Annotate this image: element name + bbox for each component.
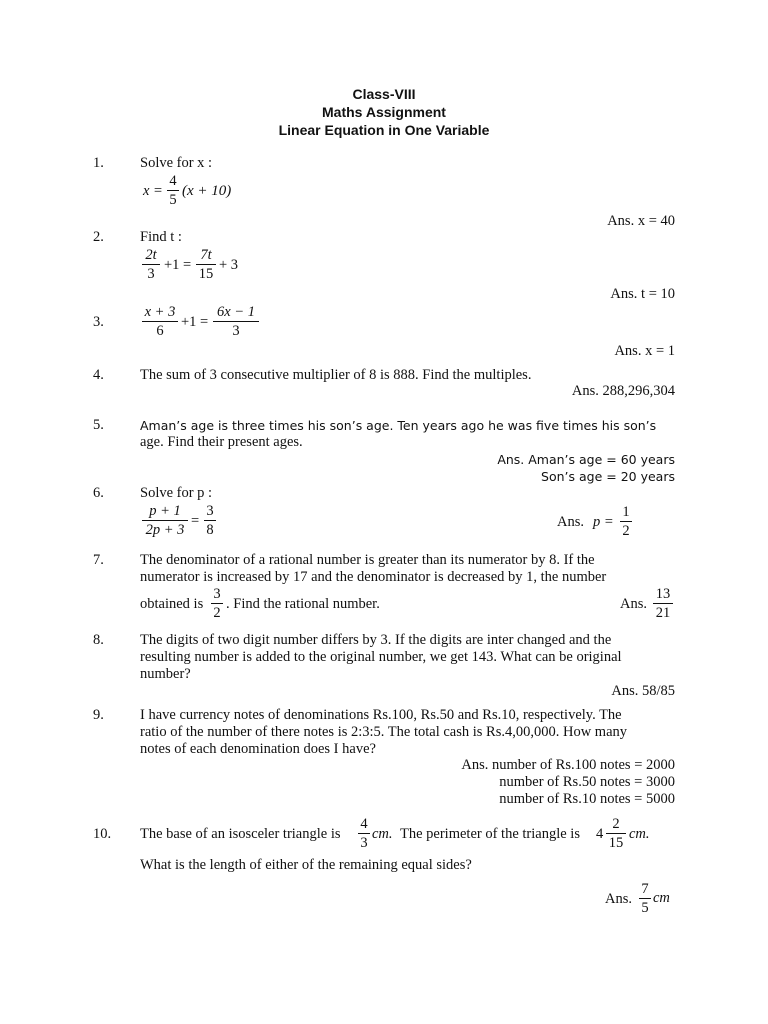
q7-line-2: numerator is increased by 17 and the denominator is decreased by 1, the number [140, 569, 607, 585]
q6-answer-fraction [619, 503, 633, 540]
q2-f1-num: 2t [145, 247, 157, 263]
q6-answer-label: Ans. [557, 514, 584, 530]
q3-f2-num: 6x − 1 [217, 304, 255, 320]
q6-equals: = [191, 513, 200, 529]
q9-line-3: notes of each denomination does I have? [140, 741, 376, 757]
q2-f2-den: 15 [198, 266, 214, 282]
q9-line-1: I have currency notes of denominations Rs.100, Rs.50 and Rs.10, respectively. The [140, 707, 622, 723]
q10-base-fraction [357, 815, 371, 852]
q10-line-2: What is the length of either of the remaining equal sides? [140, 857, 472, 873]
q7-frac-num: 3 [213, 586, 221, 602]
title-class: Class-VIII [352, 86, 416, 102]
q10-unit-1: cm. [372, 826, 393, 842]
q10-ans-den: 5 [641, 900, 649, 916]
q1-frac-num: 4 [169, 173, 177, 189]
q3-f2-den: 3 [232, 323, 240, 339]
q10-number: 10. [93, 826, 112, 842]
q3-fraction-1 [141, 303, 179, 340]
q1-lhs: x = [143, 183, 163, 199]
q1-text: Solve for x : [140, 155, 213, 171]
q4-number: 4. [93, 367, 104, 383]
q5-line-2: age. Find their present ages. [140, 434, 303, 450]
q1-fraction [166, 172, 180, 209]
q7-answer-fraction [652, 585, 674, 622]
q6-ans-den: 2 [622, 523, 630, 539]
q6-text: Solve for p : [140, 485, 213, 501]
q8-number: 8. [93, 632, 104, 648]
q10-base-num: 4 [360, 816, 368, 832]
q10-unit-2: cm. [629, 826, 650, 842]
q1-number: 1. [93, 155, 104, 171]
q3-answer: Ans. x = 1 [614, 343, 675, 359]
q9-answer-3: number of Rs.10 notes = 5000 [499, 791, 675, 807]
q2-fraction-1 [141, 246, 161, 283]
q7-ans-num: 13 [655, 586, 671, 602]
q2-rest: + 3 [219, 257, 239, 273]
q9-line-2: ratio of the number of there notes is 2:3:5. The total cash is Rs.4,00,000. How many [140, 724, 628, 740]
q2-fraction-2 [195, 246, 217, 283]
q10-perim-num: 2 [612, 816, 620, 832]
q2-f2-num: 7t [200, 247, 212, 263]
q9-number: 9. [93, 707, 104, 723]
q7-line-3a: obtained is [140, 596, 204, 612]
q10-text-b: The perimeter of the triangle is [400, 826, 580, 842]
q6-f2-num: 3 [206, 503, 214, 519]
q10-mixed-whole: 4 [596, 826, 604, 842]
q10-ans-num: 7 [641, 881, 649, 897]
q6-answer-var: p = [593, 514, 614, 530]
title-assignment: Maths Assignment [322, 104, 446, 120]
q10-answer-unit: cm [653, 890, 670, 906]
q10-text-a: The base of an isosceler triangle is [140, 826, 341, 842]
q2-answer: Ans. t = 10 [610, 286, 675, 302]
title-topic: Linear Equation in One Variable [278, 122, 490, 138]
q5-line-1: Aman’s age is three times his son’s age. Ten years ago he was five times his son’s [140, 418, 657, 433]
q5-number: 5. [93, 417, 104, 433]
q2-text: Find t : [140, 229, 182, 245]
q10-answer-label: Ans. [605, 891, 632, 907]
q4-text: The sum of 3 consecutive multiplier of 8 is 888. Find the multiples. [140, 367, 532, 383]
q7-frac-den: 2 [213, 605, 221, 621]
q1-answer: Ans. x = 40 [607, 213, 675, 229]
q6-fraction-1 [141, 502, 189, 539]
q7-number: 7. [93, 552, 104, 568]
q2-number: 2. [93, 229, 104, 245]
q6-f2-den: 8 [206, 522, 214, 538]
q5-answer-1: Ans. Aman’s age = 60 years [497, 452, 675, 467]
q7-line-3b: . Find the rational number. [226, 596, 380, 612]
q7-fraction [210, 585, 224, 622]
q1-frac-den: 5 [169, 192, 177, 208]
q4-answer: Ans. 288,296,304 [571, 383, 675, 399]
q10-perimeter-fraction [605, 815, 627, 852]
q9-answer-1: Ans. number of Rs.100 notes = 2000 [461, 757, 675, 773]
q1-rest: (x + 10) [182, 183, 232, 199]
q3-mid: +1 = [181, 314, 209, 330]
q10-base-den: 3 [360, 835, 368, 851]
q10-perim-den: 15 [608, 835, 624, 851]
q7-line-1: The denominator of a rational number is greater than its numerator by 8. If the [140, 552, 595, 568]
q10-answer-fraction [638, 880, 652, 917]
q6-number: 6. [93, 485, 104, 501]
q7-ans-den: 21 [655, 605, 671, 621]
q8-line-3: number? [140, 666, 191, 682]
q3-f1-num: x + 3 [144, 304, 176, 320]
q3-number: 3. [93, 314, 104, 330]
q9-answer-2: number of Rs.50 notes = 3000 [499, 774, 675, 790]
q8-line-1: The digits of two digit number differs by 3. If the digits are inter changed and the [140, 632, 612, 648]
q7-answer-label: Ans. [620, 596, 647, 612]
q8-line-2: resulting number is added to the original number, we get 143. What can be original [140, 649, 622, 665]
q3-f1-den: 6 [156, 323, 164, 339]
q3-fraction-2 [212, 303, 260, 340]
q2-f1-den: 3 [147, 266, 155, 282]
q6-fraction-2 [203, 502, 217, 539]
q6-ans-num: 1 [622, 504, 630, 520]
q6-f1-den: 2p + 3 [145, 522, 185, 538]
q8-answer: Ans. 58/85 [611, 683, 675, 699]
q5-answer-2: Son’s age = 20 years [541, 469, 675, 484]
q6-f1-num: p + 1 [149, 503, 181, 519]
q2-mid: +1 = [164, 257, 192, 273]
